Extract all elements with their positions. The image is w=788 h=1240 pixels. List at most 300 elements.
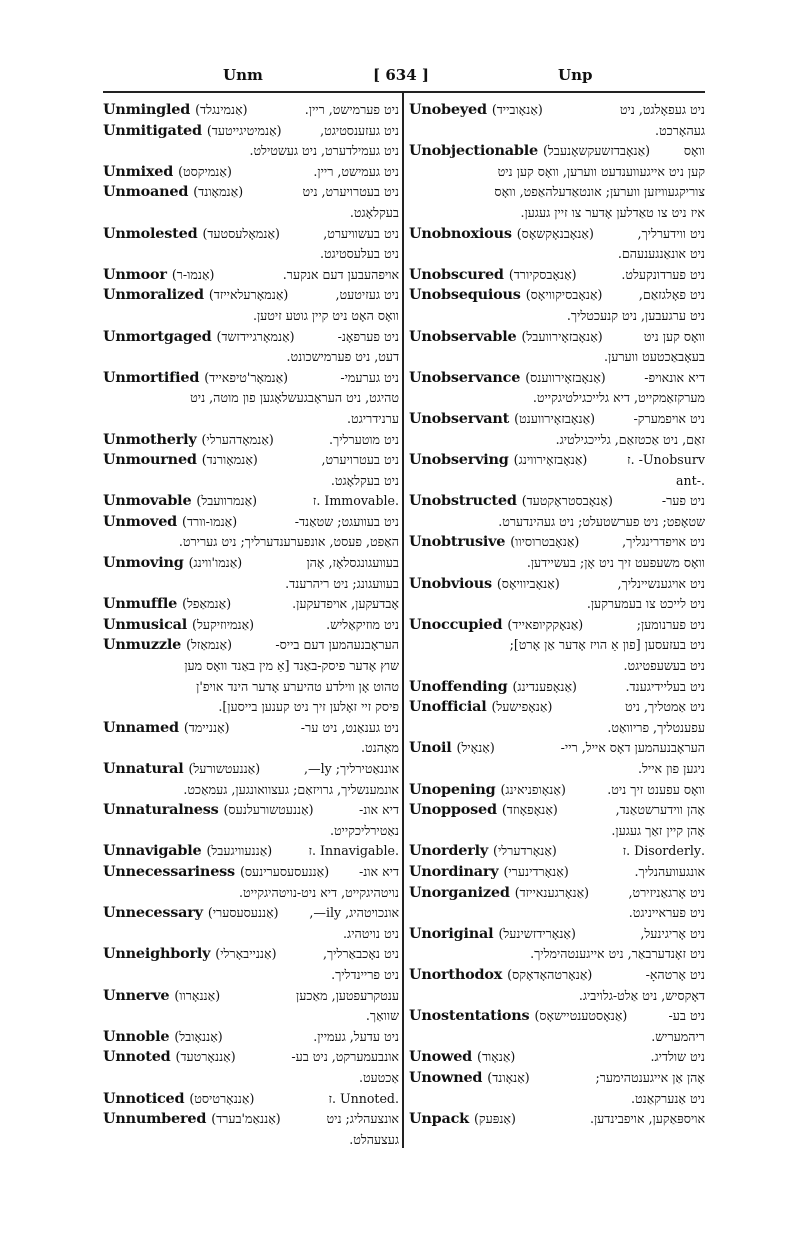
dictionary-entry xyxy=(409,1047,705,1068)
headword: Unmoved xyxy=(103,512,178,530)
headword: Unmixed xyxy=(103,162,174,180)
definition: ניט פעראייניגט. xyxy=(628,905,705,921)
entry-continuation xyxy=(103,656,399,677)
definition: ניט בעשעפטיגט. xyxy=(623,658,705,674)
dictionary-entry xyxy=(103,594,399,615)
entry-continuation xyxy=(409,821,705,842)
headword: Unoil xyxy=(409,739,452,757)
entry-head xyxy=(409,532,579,553)
definition: ניט געזענסטיגט, xyxy=(320,122,399,138)
headword: Unostentations xyxy=(409,1007,530,1025)
definition: זאַם, ניט אַכטזאַם, גלייכגילטיג. xyxy=(555,431,705,447)
dictionary-entry xyxy=(409,1068,705,1089)
entry-head xyxy=(409,141,650,162)
dictionary-entry xyxy=(409,1006,705,1027)
entry-head xyxy=(409,1068,530,1089)
definition: ניט שולדיג. xyxy=(650,1049,705,1065)
dictionary-entry xyxy=(103,944,399,965)
entry-head xyxy=(103,759,260,780)
dictionary-entry xyxy=(103,1047,399,1068)
pronunciation: (אַנאָפענדינג) xyxy=(512,678,577,694)
definition: ניט פערנומען; xyxy=(636,616,705,632)
pronunciation: (אַננאָרטעד) xyxy=(175,1049,236,1065)
dictionary-entry xyxy=(103,862,399,883)
dictionary-entry xyxy=(409,800,705,821)
pronunciation: (אַנאָונד) xyxy=(487,1069,530,1085)
entry-head xyxy=(409,800,558,821)
dictionary-entry xyxy=(103,903,399,924)
dictionary-entry xyxy=(409,738,705,759)
definition: .Disorderly .ז xyxy=(622,843,705,859)
pronunciation: (אַנאָפישעל) xyxy=(491,699,553,715)
entry-continuation xyxy=(103,883,399,904)
entry-head xyxy=(103,285,288,306)
pronunciation: (אַננאָרוו) xyxy=(174,987,221,1003)
pronunciation: (אַנמו-ר) xyxy=(171,266,215,282)
entry-head xyxy=(103,327,295,348)
dictionary-entry xyxy=(103,841,399,862)
pronunciation: (אַנמאַזל) xyxy=(186,637,232,653)
definition: ניט בעליידיגענד. xyxy=(625,678,705,694)
pronunciation: (אַנמאָרעלאייזד) xyxy=(208,287,289,303)
entry-continuation xyxy=(409,718,705,739)
entry-continuation xyxy=(409,656,705,677)
entry-head xyxy=(409,883,589,904)
dictionary-entry xyxy=(409,677,705,698)
definition: ניט געפאָלגט, ניט xyxy=(619,102,705,117)
entry-head xyxy=(409,450,587,471)
pronunciation: (אַנאָבזאָירווענס) xyxy=(525,369,606,385)
definition: ניט פער- xyxy=(661,493,705,509)
definition: געצעהלט. xyxy=(349,1131,399,1147)
definition: אָהן קיין זאַך געגען. xyxy=(611,822,705,838)
pronunciation: (אַנאָפאָוזד) xyxy=(501,802,558,818)
entry-head xyxy=(409,738,495,759)
headword: Unobservable xyxy=(409,327,517,345)
entry-continuation xyxy=(409,471,705,492)
headword: Unnecessariness xyxy=(103,862,235,880)
definition: ניט בעשוויערט, xyxy=(323,225,399,241)
entry-head xyxy=(103,615,254,636)
definition: העראָבנעהמען דאָס אייל, ריי- xyxy=(560,740,705,756)
definition: אַכטעט. xyxy=(358,1069,399,1085)
entry-continuation xyxy=(409,986,705,1007)
definition: אוננאַטירליך; ly—, xyxy=(303,761,399,776)
left-column xyxy=(103,100,399,1150)
entry-head xyxy=(409,491,613,512)
pronunciation: (אַנאָבזאָירווענט) xyxy=(514,410,596,426)
definition: מאָהנט. xyxy=(361,740,399,756)
headword: Unorganized xyxy=(409,883,510,901)
page-header xyxy=(103,66,705,88)
dictionary-entry xyxy=(103,430,399,451)
entry-head xyxy=(409,965,592,986)
entry-head xyxy=(409,615,583,636)
definition: ערנידריגט. xyxy=(346,410,399,426)
pronunciation: (אַנאָקקיופאייד) xyxy=(507,616,584,632)
definition: ניט אָריגינעל, xyxy=(640,925,705,941)
definition: וואָס קען ניט xyxy=(643,328,705,344)
pronunciation: (אַנמיקסט) xyxy=(178,163,232,179)
definition: שוואַך. xyxy=(365,1008,399,1024)
dictionary-entry xyxy=(103,182,399,203)
definition: אונגעוועהנליך. xyxy=(634,863,705,879)
headword: Unnecessary xyxy=(103,904,203,922)
dictionary-entry xyxy=(103,450,399,471)
headword: Unobservant xyxy=(409,409,510,427)
definition: ריהמעריש. xyxy=(651,1028,705,1044)
definition: ניט לייכט צו בעמערקען. xyxy=(586,596,705,612)
pronunciation: (אַננאַמ'בערד) xyxy=(211,1111,281,1127)
entry-continuation xyxy=(103,738,399,759)
entry-continuation xyxy=(409,553,705,574)
pronunciation: (אַנאָבסטראָקטעד) xyxy=(521,493,613,509)
headword: Unopening xyxy=(409,780,496,798)
headword: Unoriginal xyxy=(409,924,494,942)
definition: נויטהיגקייט, דיא ניט-נויטהיגקייט. xyxy=(239,884,399,900)
dictionary-entry xyxy=(103,327,399,348)
entry-continuation xyxy=(103,244,399,265)
entry-head xyxy=(103,800,314,821)
headword: Unmortified xyxy=(103,368,200,386)
definition: ניט נאָכבאַרליך, xyxy=(322,946,399,962)
entry-head xyxy=(409,100,543,121)
dictionary-entry xyxy=(103,121,399,142)
pronunciation: (אַנאָרדינערי) xyxy=(503,863,569,879)
definition: ניט אויפמערק- xyxy=(633,410,705,426)
headword: Unobsequious xyxy=(409,286,521,304)
definition: ניט גענאַנט, ניט ער- xyxy=(300,719,399,735)
headword: Unnaturalness xyxy=(103,801,219,819)
dictionary-entry xyxy=(409,224,705,245)
definition: ניט געמילדערט, ניט געשטילט. xyxy=(249,143,399,159)
headword: Unmingled xyxy=(103,101,191,118)
entry-continuation xyxy=(103,821,399,842)
dictionary-entry xyxy=(103,800,399,821)
dictionary-entry xyxy=(103,512,399,533)
definition: אונבעמערקט, ניט בע- xyxy=(291,1049,399,1065)
entry-head xyxy=(103,553,242,574)
headword: Unmotherly xyxy=(103,430,197,448)
definition: ניט בעטרויערט, xyxy=(321,452,399,468)
headword: Unobtrusive xyxy=(409,533,506,551)
entry-continuation xyxy=(409,388,705,409)
definition: ניט אַנערקאַנט. xyxy=(631,1090,705,1106)
definition: ניט אָרגאַניזירט, xyxy=(628,884,705,900)
entry-head xyxy=(409,677,577,698)
dictionary-entry xyxy=(409,327,705,348)
entry-head xyxy=(409,285,602,306)
dictionary-entry xyxy=(409,409,705,430)
headword: Unpack xyxy=(409,1110,469,1128)
definition: טהוט אָן ווילדע טהיערע אָדער הינד אויפ'ן xyxy=(196,678,399,694)
entry-continuation xyxy=(103,677,399,698)
pronunciation: (אַנאָבנאָקשאָס) xyxy=(516,225,594,241)
dictionary-entry xyxy=(103,224,399,245)
definition: אויספּאַקען, אויפבינדען. xyxy=(589,1111,705,1127)
headword: Unofficial xyxy=(409,698,487,716)
dictionary-entry xyxy=(409,924,705,945)
definition: ניט בעזעסען [פון אַ הויז אָדער אַן אָרט]; xyxy=(509,637,705,653)
entry-head xyxy=(103,944,276,965)
entry-head xyxy=(103,491,257,512)
entry-continuation xyxy=(103,697,399,718)
pronunciation: (אַנאָבזאָירוועבל) xyxy=(521,328,603,344)
definition: .Unnoted .ז xyxy=(328,1090,399,1106)
pronunciation: (אַנאָסטענטיישאָס) xyxy=(534,1008,628,1024)
dictionary-entry xyxy=(103,162,399,183)
pronunciation: (אַנפּעק) xyxy=(473,1111,516,1127)
definition: ניט פריינדליך. xyxy=(331,966,399,982)
definition: אָהן ווידערשטאַנד, xyxy=(615,802,705,818)
definition: ניט בע- xyxy=(668,1008,705,1024)
pronunciation: (אַננאָובל) xyxy=(174,1028,223,1044)
pronunciation: (אַנמינגלד) xyxy=(195,102,248,117)
pronunciation: (אַנניימד) xyxy=(183,719,230,735)
definition: דאָקסיש, ניט אַלט-גלויביג. xyxy=(578,987,705,1003)
dictionary-entry xyxy=(409,141,705,162)
entry-head xyxy=(409,368,606,389)
column-divider xyxy=(402,93,404,1148)
definition: אונכויטהיג, ily—, xyxy=(309,905,399,921)
dictionary-entry xyxy=(103,986,399,1007)
definition: וואָס האָט ניט קיין גוטע זיטען. xyxy=(252,307,399,323)
pronunciation: (אַנמיטיגייטעד) xyxy=(206,122,282,138)
entry-head xyxy=(409,924,576,945)
headword: Unmoralized xyxy=(103,286,204,304)
definition: דיא אונ- xyxy=(358,863,399,879)
definition: ניט בעקלאָגט. xyxy=(330,472,399,488)
pronunciation: (אַנמו-וורד) xyxy=(182,513,238,529)
pronunciation: (אַנאָביוויאָס) xyxy=(496,575,560,591)
definition: ניט פערפאָנ- xyxy=(337,328,399,344)
dictionary-entry xyxy=(409,883,705,904)
dictionary-entry xyxy=(409,532,705,553)
entry-continuation xyxy=(409,347,705,368)
right-column xyxy=(409,100,705,1130)
pronunciation: (אַנמאָר'טיפאייד) xyxy=(204,369,289,385)
pronunciation: (אַננעסעסערי) xyxy=(207,905,279,921)
entry-head xyxy=(103,903,279,924)
headword: Unorderly xyxy=(409,842,489,860)
entry-head xyxy=(409,862,569,883)
pronunciation: (אַנמרוועבל) xyxy=(196,493,258,509)
definition: וואָס עפענט זיך ניט. xyxy=(607,781,705,797)
headword: Unnumbered xyxy=(103,1110,207,1128)
entry-continuation xyxy=(103,409,399,430)
definition: פיסק זיי זאָלען זיך ניט קענען בייסען]. xyxy=(218,699,399,715)
headword: Unopposed xyxy=(409,801,497,819)
headword: Unowned xyxy=(409,1068,483,1086)
entry-head xyxy=(103,841,272,862)
entry-head xyxy=(409,1109,516,1130)
definition: ניט אונאַנגענעהם. xyxy=(617,246,705,262)
entry-head xyxy=(103,1089,254,1110)
headword: Unmovable xyxy=(103,492,192,510)
dictionary-entry xyxy=(103,635,399,656)
definition: ניט ערגעבען, ניט קנעכטליך. xyxy=(566,307,705,323)
entry-continuation xyxy=(103,1068,399,1089)
dictionary-entry xyxy=(103,759,399,780)
entry-continuation xyxy=(103,1006,399,1027)
entry-continuation xyxy=(103,532,399,553)
entry-continuation xyxy=(409,306,705,327)
dictionary-entry xyxy=(103,1027,399,1048)
pronunciation: (אַנאָיל) xyxy=(456,740,495,756)
dictionary-entry xyxy=(409,265,705,286)
pronunciation: (אַנמאָונד) xyxy=(193,184,244,200)
definition: .-ant xyxy=(676,472,705,488)
entry-continuation xyxy=(409,244,705,265)
dictionary-entry xyxy=(103,100,399,121)
entry-head xyxy=(103,430,274,451)
headword: Unobjectionable xyxy=(409,142,538,160)
pronunciation: (אַננאָרטיסט) xyxy=(189,1090,255,1106)
entry-head xyxy=(103,512,237,533)
entry-head xyxy=(409,224,594,245)
pronunciation: (אַנמאָלעסטעד) xyxy=(202,225,280,241)
headword: Unobserving xyxy=(409,451,509,469)
definition: ניט אויגענשיינליך, xyxy=(617,575,705,591)
pronunciation: (אַנמאָורנד) xyxy=(201,452,258,468)
entry-continuation xyxy=(103,965,399,986)
definition: ניט בעטרויערט, ניט xyxy=(302,184,399,200)
dictionary-entry xyxy=(409,574,705,595)
definition: וואָס משעפעט זיך ניט אָן; בעשיידען. xyxy=(526,555,705,571)
definition: שטאָפט; ניט פערשטעלט; ניט געהינדערט. xyxy=(498,513,705,529)
dictionary-entry xyxy=(103,1089,399,1110)
headword: Unnavigable xyxy=(103,842,202,860)
definition: דיא אונ- xyxy=(358,802,399,818)
definition: ניט בעוועגט; שטאַנד- xyxy=(294,513,399,529)
definition: דעט, ניט פערמישכונט. xyxy=(286,349,399,365)
definition: .Innavigable .ז xyxy=(308,843,399,859)
definition: וואָס xyxy=(683,143,705,159)
pronunciation: (אַנאָרגענאייזד) xyxy=(514,884,590,900)
definition: ניט בעלעסטיגט. xyxy=(319,246,399,262)
headword: Unmuzzle xyxy=(103,636,182,654)
headword: Unobvious xyxy=(409,574,492,592)
definition: בעקלאָגט. xyxy=(349,204,399,220)
dictionary-entry xyxy=(409,368,705,389)
entry-continuation xyxy=(409,162,705,183)
dictionary-entry xyxy=(103,491,399,512)
definition: ניט פאָלגזאַם, xyxy=(638,287,705,303)
entry-continuation xyxy=(409,635,705,656)
entry-continuation xyxy=(409,903,705,924)
header-rule xyxy=(103,91,705,93)
pronunciation: (אַנאָרדערלי) xyxy=(493,843,557,859)
headword: Unobnoxious xyxy=(409,224,512,242)
entry-continuation xyxy=(409,512,705,533)
entry-head xyxy=(409,409,595,430)
definition: Unobsurv- .ז xyxy=(627,452,705,468)
headword: Unoccupied xyxy=(409,615,503,633)
definition: העראָבנעהמען דעם בייס- xyxy=(275,637,399,653)
dictionary-entry xyxy=(103,615,399,636)
definition: האַפט, פעסט, אונפערענדערליך; ניט גערירט. xyxy=(178,534,399,550)
headword: Unoffending xyxy=(409,677,508,695)
headword: Unorthodox xyxy=(409,965,503,983)
entry-head xyxy=(103,718,230,739)
headword: Unobeyed xyxy=(409,101,487,118)
entry-head xyxy=(103,1047,236,1068)
definition: ניט מוזיקאַליש. xyxy=(326,616,399,632)
definition: ניגען פון אייל. xyxy=(638,761,705,776)
entry-head xyxy=(409,841,557,862)
pronunciation: (אַנאָבדזשעקשאָנעבל) xyxy=(542,143,651,159)
dictionary-entry xyxy=(409,780,705,801)
dictionary-entry xyxy=(409,965,705,986)
page-number: [ 634 ] xyxy=(373,66,429,84)
headword: Unowed xyxy=(409,1048,473,1066)
headword: Unnamed xyxy=(103,718,179,736)
definition: בעאָבאַכטעט ווערען. xyxy=(604,349,705,365)
definition: צוריקגעוויזען ווערען; אונטאַדעלהאַפט, וואָס xyxy=(494,184,705,200)
definition: דיא אונאויפ- xyxy=(644,369,705,385)
entry-head xyxy=(103,224,280,245)
headword: Unobservance xyxy=(409,368,521,386)
left-guide-word: Unm xyxy=(223,66,263,84)
entry-head xyxy=(103,986,220,1007)
definition: נאַטירליכקייט. xyxy=(329,822,399,838)
dictionary-entry xyxy=(409,450,705,471)
entry-head xyxy=(103,635,232,656)
entry-continuation xyxy=(409,430,705,451)
dictionary-entry xyxy=(409,697,705,718)
headword: Unordinary xyxy=(409,862,499,880)
dictionary-entry xyxy=(409,841,705,862)
definition: אונמענשליך, גרויזאַם; געצוואונגען, געמאַכט. xyxy=(183,781,399,797)
entry-head xyxy=(409,1047,515,1068)
headword: Unnoted xyxy=(103,1048,171,1066)
entry-continuation xyxy=(409,944,705,965)
dictionary-entry xyxy=(409,491,705,512)
pronunciation: (אַננעסעסערינעס) xyxy=(239,863,330,879)
dictionary-entry xyxy=(103,285,399,306)
definition: ניט מוטערליך. xyxy=(329,431,399,447)
headword: Unmortgaged xyxy=(103,327,212,345)
definition: קען ניט אייגעווענדעט ווערען, וואָס קען ניט xyxy=(497,163,705,179)
entry-head xyxy=(103,162,232,183)
definition: ניט אויפדרינגליך, xyxy=(622,534,705,550)
entry-continuation xyxy=(409,121,705,142)
definition: אָבדעקען, אויפדעקען. xyxy=(292,596,399,612)
dictionary-entry xyxy=(409,100,705,121)
definition: געהאָרכט. xyxy=(654,122,705,138)
entry-head xyxy=(409,265,577,286)
entry-continuation xyxy=(409,182,705,203)
entry-head xyxy=(103,265,214,286)
pronunciation: (אַנאָרידזשינעל) xyxy=(498,925,576,941)
headword: Unmuffle xyxy=(103,595,178,613)
definition: מערקזאַמקייט, דיא גלייכגילטיגקייט. xyxy=(532,390,705,406)
entry-continuation xyxy=(103,388,399,409)
headword: Unmoor xyxy=(103,265,167,283)
definition: ניט פערדונקעלט. xyxy=(621,266,705,282)
entry-continuation xyxy=(409,203,705,224)
definition: ניט געמישט, ריין. xyxy=(313,163,399,179)
headword: Unnoble xyxy=(103,1027,170,1045)
entry-head xyxy=(409,327,603,348)
definition: ניט עדעל, געמיין. xyxy=(313,1028,399,1044)
pronunciation: (אַנאָבסיקוויאָס) xyxy=(525,287,603,303)
headword: Unmitigated xyxy=(103,121,202,139)
entry-continuation xyxy=(103,306,399,327)
definition: ענטקרעפטען, מאַכען xyxy=(296,987,399,1003)
pronunciation: (אַנאָבסקיורד) xyxy=(508,266,577,282)
entry-continuation xyxy=(103,924,399,945)
